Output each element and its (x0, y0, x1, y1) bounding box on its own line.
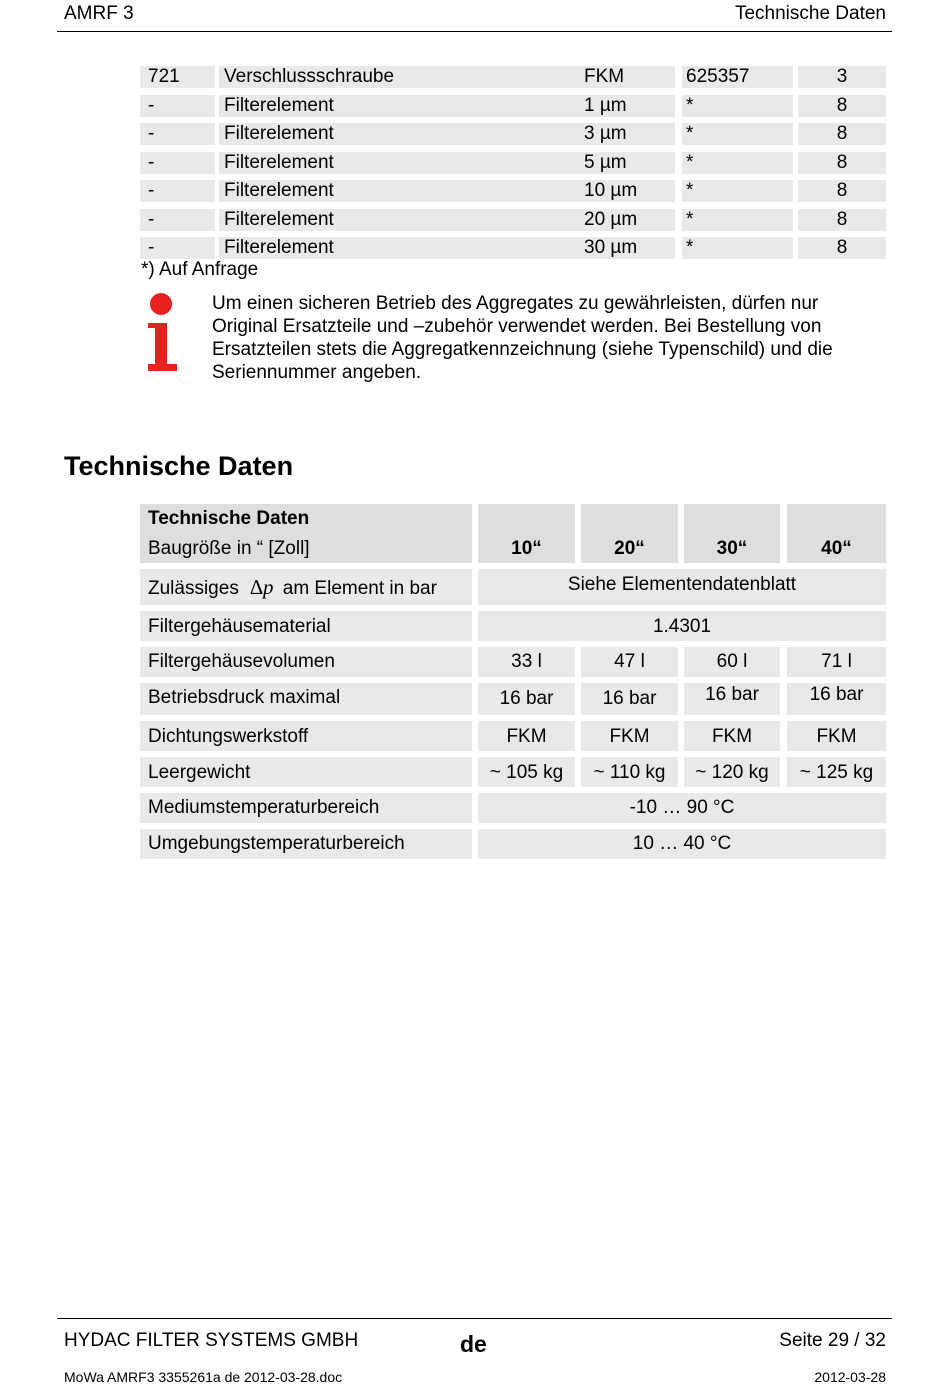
weight-value: ~ 105 kg (478, 757, 575, 787)
part-number: * (682, 123, 793, 145)
part-position: - (140, 209, 215, 231)
weight-label: Leergewicht (140, 757, 472, 787)
dp-label-after: am Element in bar (282, 578, 437, 599)
part-name: Filterelement (219, 152, 675, 174)
footnote: *) Auf Anfrage (141, 259, 259, 280)
dp-value: Siehe Elementendatenblatt (478, 569, 886, 605)
part-number: * (682, 180, 793, 202)
size-header-20: 20“ (581, 504, 678, 563)
part-name: Filterelement (219, 180, 675, 202)
medium-temp-label: Mediumstemperaturbereich (140, 793, 472, 823)
ambient-temp-label: Umgebungstemperaturbereich (140, 829, 472, 859)
part-quantity: 8 (798, 237, 886, 259)
seal-value: FKM (684, 721, 780, 751)
part-position: 721 (140, 66, 215, 88)
info-line: Original Ersatzteile und –zubehör verwendet werden. Bei Bestellung von (212, 316, 822, 337)
part-name: Verschlussschraube (219, 66, 675, 88)
footer-language: de (460, 1331, 487, 1357)
part-position: - (140, 95, 215, 117)
ambient-temp-value: 10 … 40 °C (478, 829, 886, 859)
pressure-value: 16 bar (478, 683, 575, 715)
pressure-value: 16 bar (787, 683, 886, 715)
part-quantity: 8 (798, 180, 886, 202)
part-material: 1 µm (580, 95, 675, 117)
part-material: 30 µm (580, 237, 675, 259)
footer-company: HYDAC FILTER SYSTEMS GMBH (64, 1330, 359, 1351)
info-line: Ersatzteilen stets die Aggregatkennzeichnung (siehe Typenschild) und die (212, 339, 833, 360)
part-number: * (682, 237, 793, 259)
part-name: Filterelement (219, 123, 675, 145)
info-line: Seriennummer angeben. (212, 362, 422, 383)
part-number: * (682, 95, 793, 117)
part-number: 625357 (682, 66, 793, 88)
part-material: 3 µm (580, 123, 675, 145)
volume-value: 71 l (787, 647, 886, 677)
part-material: 5 µm (580, 152, 675, 174)
header-divider (57, 31, 892, 32)
volume-value: 47 l (581, 647, 678, 677)
part-position: - (140, 180, 215, 202)
seal-value: FKM (787, 721, 886, 751)
part-position: - (140, 237, 215, 259)
seal-value: FKM (478, 721, 575, 751)
part-quantity: 8 (798, 209, 886, 231)
part-name: Filterelement (219, 95, 675, 117)
footer-divider (57, 1318, 892, 1319)
material-value: 1.4301 (478, 611, 886, 641)
volume-value: 33 l (478, 647, 575, 677)
part-number: * (682, 209, 793, 231)
seal-value: FKM (581, 721, 678, 751)
part-position: - (140, 152, 215, 174)
pressure-value: 16 bar (684, 683, 780, 715)
weight-value: ~ 120 kg (684, 757, 780, 787)
weight-value: ~ 125 kg (787, 757, 886, 787)
info-line: Um einen sicheren Betrieb des Aggregates zu gewährleisten, dürfen nur (212, 293, 819, 314)
weight-value: ~ 110 kg (581, 757, 678, 787)
part-quantity: 3 (798, 66, 886, 88)
footer-page-number: Seite 29 / 32 (779, 1330, 886, 1351)
dp-label-cell (140, 569, 472, 605)
part-material: 20 µm (580, 209, 675, 231)
medium-temp-value: -10 … 90 °C (478, 793, 886, 823)
part-quantity: 8 (798, 123, 886, 145)
part-position: - (140, 123, 215, 145)
dp-label-before: Zulässiges (148, 578, 239, 599)
header-section: Technische Daten (734, 3, 886, 24)
tech-header-label-cell (140, 504, 472, 563)
size-header-30: 30“ (684, 504, 780, 563)
part-quantity: 8 (798, 152, 886, 174)
size-header-10: 10“ (478, 504, 575, 563)
part-material: FKM (580, 66, 675, 88)
part-number: * (682, 152, 793, 174)
seal-label: Dichtungswerkstoff (140, 721, 472, 751)
footer-file-name: MoWa AMRF3 3355261a de 2012-03-28.doc (64, 1369, 343, 1385)
tech-table-heading: Technische Daten (148, 508, 310, 529)
info-text (212, 292, 892, 384)
pressure-value: 16 bar (581, 683, 678, 715)
pressure-label: Betriebsdruck maximal (140, 683, 472, 715)
part-name: Filterelement (219, 237, 675, 259)
header-doc-code: AMRF 3 (64, 3, 134, 24)
size-header-40: 40“ (787, 504, 886, 563)
section-title: Technische Daten (64, 451, 294, 481)
part-quantity: 8 (798, 95, 886, 117)
part-material: 10 µm (580, 180, 675, 202)
volume-value: 60 l (684, 647, 780, 677)
material-label: Filtergehäusematerial (140, 611, 472, 641)
size-label: Baugröße in “ [Zoll] (148, 538, 310, 559)
part-name: Filterelement (219, 209, 675, 231)
delta-p-symbol: ∆p (250, 575, 274, 599)
volume-label: Filtergehäusevolumen (140, 647, 472, 677)
info-icon (147, 293, 179, 373)
footer-date: 2012-03-28 (814, 1369, 886, 1385)
